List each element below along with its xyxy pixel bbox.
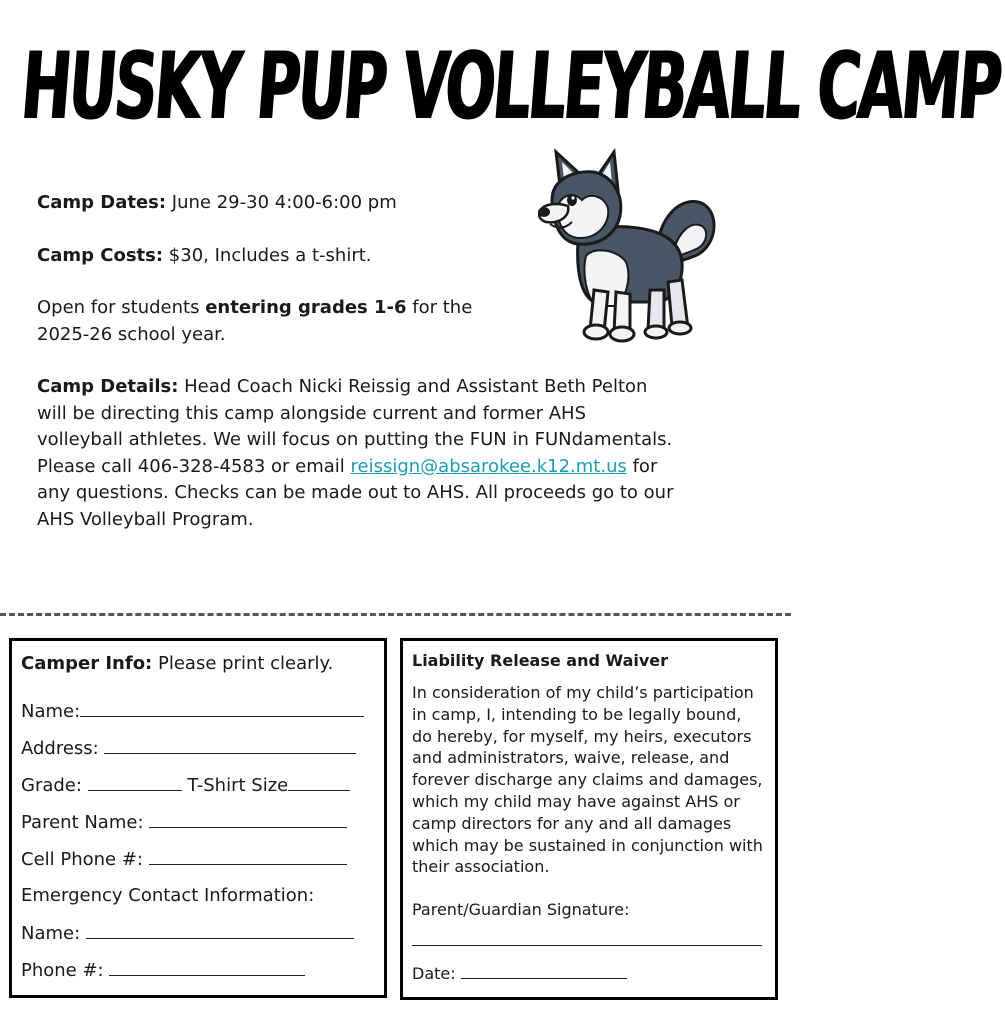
waiver-body: In consideration of my child’s participation in camp, I, intending to be legally bound, do hereby, for myself, my heirs, executors and administrators, waive, release, and forever discharge any claims and damages, which my child may have against AHS or camp directors for any and all damages which may be sustained in conjunction with their association.	[412, 683, 763, 877]
contact-email-link[interactable]: reissign@absarokee.k12.mt.us	[350, 455, 627, 477]
cut-line-divider	[0, 613, 791, 616]
camper-grade-field[interactable]: Grade: T-Shirt Size	[21, 772, 375, 809]
camp-costs: Camp Costs: $30, Includes a t-shirt.	[37, 244, 372, 266]
tshirt-size-field: T-Shirt Size	[187, 775, 289, 796]
liability-waiver	[400, 638, 778, 1000]
camper-name-field[interactable]: Name:	[21, 698, 375, 735]
signature-label: Parent/Guardian Signature:	[412, 900, 630, 920]
date-field[interactable]: Date:	[412, 960, 766, 983]
page-title: HUSKY PUP VOLLEYBALL CAMP	[17, 33, 1004, 141]
emergency-phone-field[interactable]: Phone #:	[21, 957, 375, 994]
camper-address-field[interactable]: Address:	[21, 735, 375, 772]
emergency-name-field[interactable]: Name:	[21, 920, 375, 957]
camp-details: Camp Details: Head Coach Nicki Reissig and Assistant Beth Pelton will be directing this camp alongside current and former AHS volleyball athletes. We will focus on putting the FUN in FUNdamentals. Please call 406-328-4583 or email reissign@absarokee.k12.mt.us for any questions. Checks can be made out to AHS. All proceeds go to our AHS Volleyball Program.	[37, 376, 674, 530]
signature-line[interactable]	[412, 927, 762, 946]
cell-phone-field[interactable]: Cell Phone #:	[21, 846, 375, 883]
waiver-heading: Liability Release and Waiver	[412, 651, 669, 670]
camper-info-heading: Camper Info: Please print clearly.	[21, 653, 334, 674]
camp-info	[37, 190, 697, 559]
camp-dates: Camp Dates: June 29-30 4:00-6:00 pm	[37, 192, 397, 213]
camp-eligibility: Open for students entering grades 1-6 for the 2025-26 school year.	[37, 297, 473, 345]
emergency-contact-heading: Emergency Contact Information:	[21, 885, 315, 906]
parent-name-field[interactable]: Parent Name:	[21, 809, 375, 846]
camper-info-form	[9, 638, 387, 998]
